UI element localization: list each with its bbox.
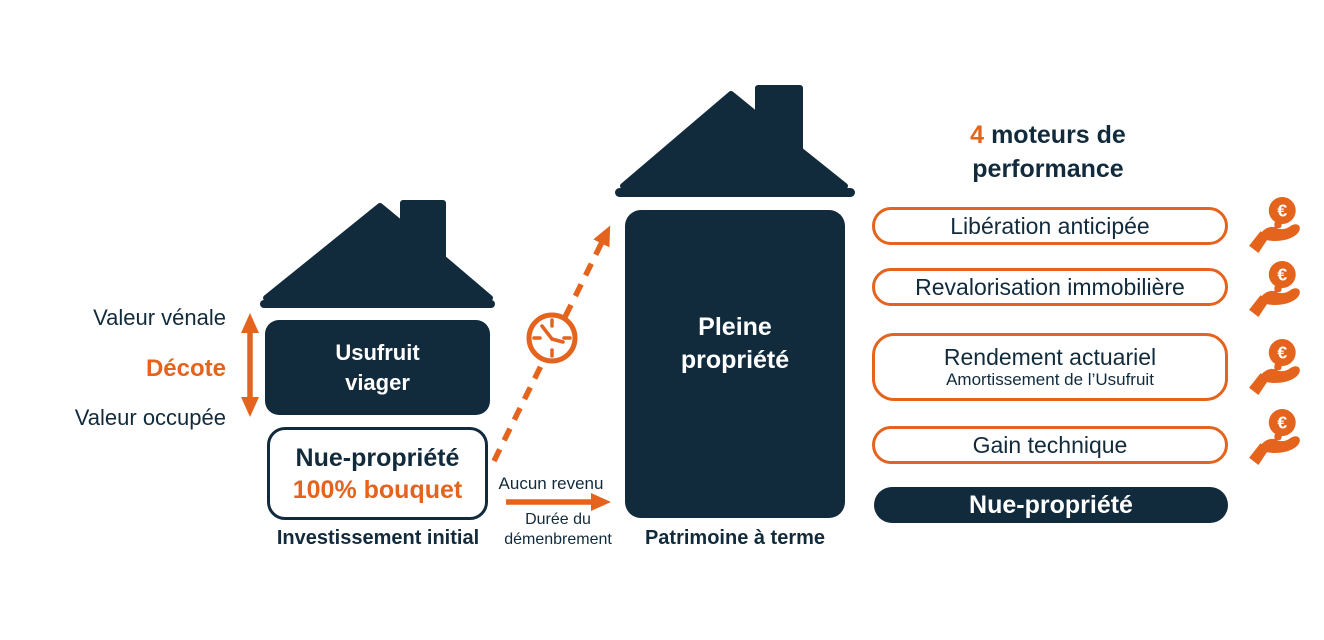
valeur-venale-label: Valeur vénale <box>93 305 226 330</box>
usufruit-viager-box <box>265 320 490 415</box>
valeur-occupee-label: Valeur occupée <box>74 405 226 430</box>
big-house-roof-icon <box>612 84 857 202</box>
driver-label: Libération anticipée <box>950 212 1150 239</box>
hand-euro-icon <box>1247 408 1303 466</box>
hand-euro-icon <box>1247 260 1303 318</box>
pleine-label-line1: Pleine <box>698 313 772 341</box>
hand-euro-icon <box>1247 338 1303 396</box>
performance-heading-line2: performance <box>972 155 1124 183</box>
bouquet-label: 100% bouquet <box>292 475 463 504</box>
euro-symbol: € <box>1277 264 1288 285</box>
clock-icon <box>529 315 575 361</box>
driver-label: Revalorisation immobilière <box>915 273 1185 300</box>
performance-heading-rest: moteurs de <box>991 121 1126 149</box>
nue-propriete-bouquet-box <box>267 427 488 520</box>
aucun-revenu-label: Aucun revenu <box>498 474 604 493</box>
duree-line1: Durée du <box>525 511 591 528</box>
duree-demembrement-label <box>497 510 619 550</box>
usufruit-label-line2: viager <box>345 369 410 395</box>
driver-sublabel: Amortissement de l’Usufruit <box>946 370 1154 390</box>
driver-gain-technique <box>872 426 1228 464</box>
euro-symbol: € <box>1277 200 1288 221</box>
patrimoine-a-terme-caption: Patrimoine à terme <box>644 527 826 549</box>
performance-count: 4 <box>970 121 985 149</box>
pleine-label-line2: propriété <box>680 346 790 374</box>
usufruit-label-line1: Usufruit <box>335 340 420 366</box>
nue-propriete-label: Nue-propriété <box>295 443 460 472</box>
duree-line2: démenbrement <box>504 531 612 548</box>
euro-symbol: € <box>1277 342 1288 363</box>
small-house-roof-icon <box>255 196 500 312</box>
pleine-propriete-box <box>625 210 845 518</box>
hand-euro-icon <box>1247 196 1303 254</box>
driver-revalorisation-immobiliere <box>872 268 1228 306</box>
performance-heading <box>928 118 1168 186</box>
driver-label: Gain technique <box>972 431 1128 458</box>
driver-liberation-anticipee <box>872 207 1228 245</box>
investissement-initial-caption: Investissement initial <box>276 527 480 549</box>
driver-rendement-actuariel <box>872 333 1228 401</box>
nue-propriete-footer-badge: Nue-propriété <box>874 487 1228 523</box>
euro-symbol: € <box>1277 412 1288 433</box>
decote-label: Décote <box>145 355 226 382</box>
performance-heading-line1 <box>928 118 1168 152</box>
dashed-growth-arrow-icon <box>494 238 604 461</box>
driver-label: Rendement actuariel <box>943 344 1157 370</box>
